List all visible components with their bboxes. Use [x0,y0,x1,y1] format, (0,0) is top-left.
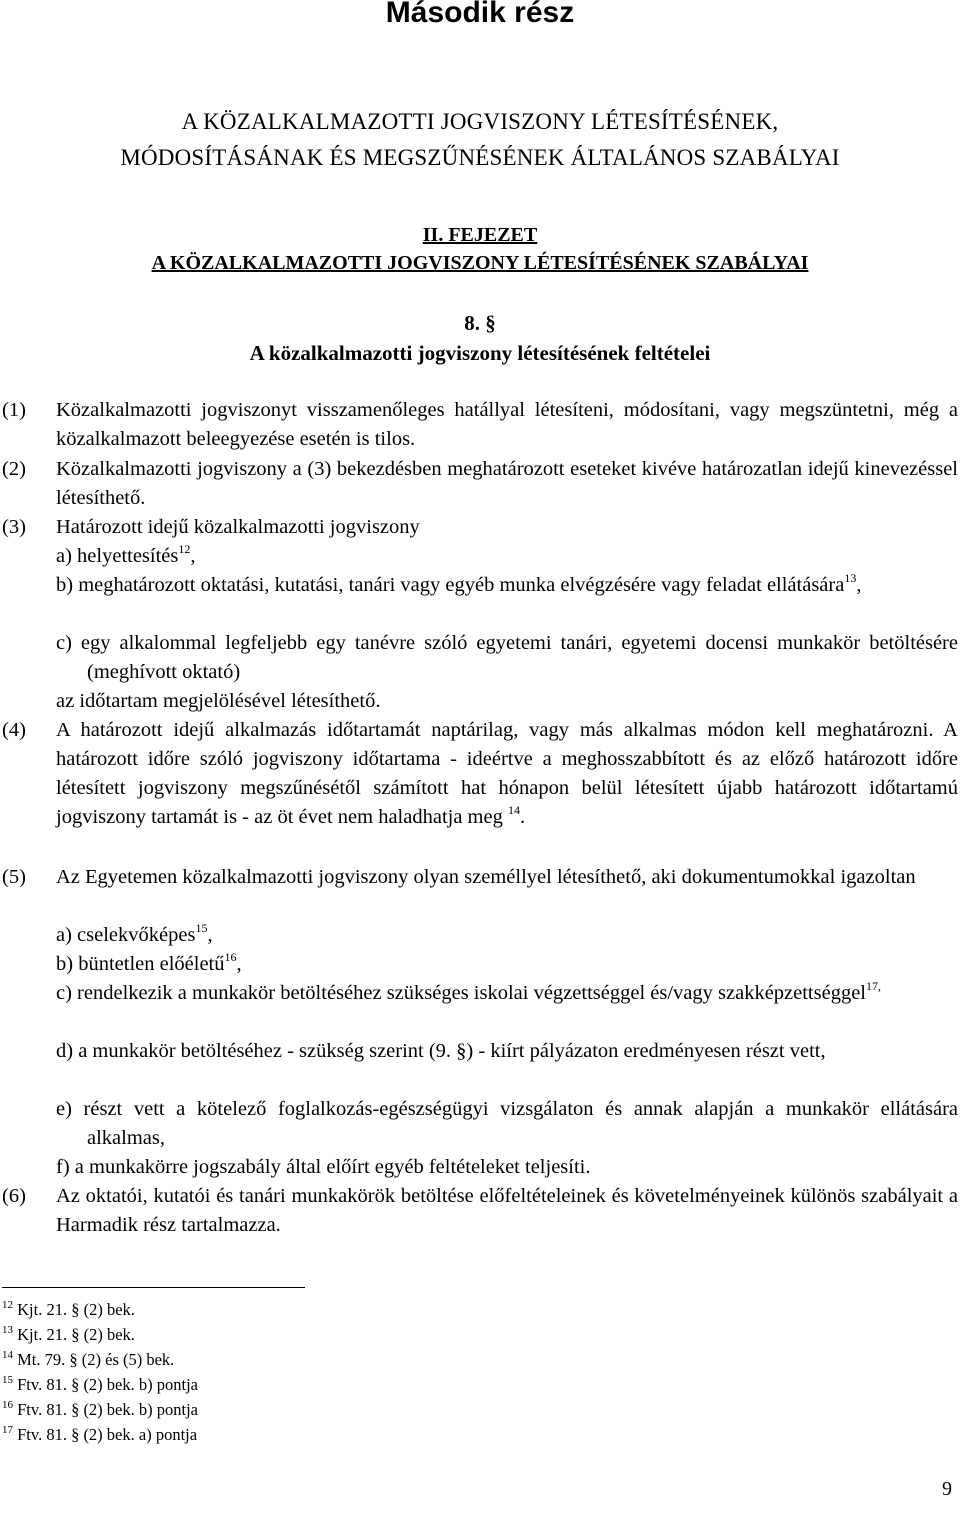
footnote: $^{16}$ Ftv. 81. § (2) bek. b) pontja [2,1399,198,1419]
chapter-number: II. FEJEZET [422,224,538,246]
paragraph-outro: az időtartam megjelölésével létesíthető. [56,690,381,712]
footnote: $^{15}$ Ftv. 81. § (2) bek. b) pontja [2,1374,198,1394]
list-item-d: d) a munkakör betöltéséhez - szükség szerint (9. §) - kiírt pályázaton eredményesen részt vett, [56,1040,826,1062]
footnote: $^{17}$ Ftv. 81. § (2) bek. a) pontja [2,1424,198,1444]
part-subtitle [0,104,960,176]
chapter-title: A KÖZALKALMAZOTTI JOGVISZONY LÉTESÍTÉSÉNEK SZABÁLYAI [151,252,809,274]
footnote: $^{13}$ Kjt. 21. § (2) bek. [2,1324,135,1344]
paragraph-text: Az oktatói, kutatói és tanári munkakörök betöltése előfeltételeinek és követelményeinek különös szabályait a Harmadik rész tartalmazza. [56,1185,958,1236]
footnote: $^{14}$ Mt. 79. § (2) és (5) bek. [2,1349,175,1369]
paragraph-number: (5) [2,866,26,888]
paragraph-number: (6) [2,1185,26,1207]
section-heading [0,308,960,368]
paragraph-number: (4) [2,719,26,741]
paragraph-number: (3) [2,516,26,538]
section-title: A közalkalmazotti jogviszony létesítésének feltételei [249,341,711,365]
part-subtitle-line-1: A KÖZALKALMAZOTTI JOGVISZONY LÉTESÍTÉSÉNEK, [181,109,779,134]
footnote-ref: 15 [195,921,208,935]
list-item-b: b) meghatározott oktatási, kutatási, tanári vagy egyéb munka elvégzésére vagy feladat ellátására$^{13}$, [56,571,862,596]
footnote-ref: 12 [178,542,191,556]
paragraph-text: Közalkalmazotti jogviszony a (3) bekezdésben meghatározott eseteket kivéve határozatlan idejű kinevezéssel létesíthető. [56,458,958,509]
list-item-b: b) büntetlen előéletű$^{16}$, [56,950,242,975]
chapter-heading [0,221,960,277]
list-item-f: f) a munkakörre jogszabály által előírt egyéb feltételeket teljesíti. [56,1156,591,1178]
footnote-ref: 16 [224,950,237,964]
part-title: Második rész [385,0,575,29]
footnote: $^{12}$ Kjt. 21. § (2) bek. [2,1299,135,1319]
paragraph-number: (2) [2,458,26,480]
paragraph-intro: Az Egyetemen közalkalmazotti jogviszony olyan személlyel létesíthető, aki dokumentumokkal igazoltan [56,866,916,888]
footnote-ref: 13 [844,571,857,585]
list-item-e: e) részt vett a kötelező foglalkozás-egészségügyi vizsgálaton és annak alapján a munkakör ellátására alkalmas, [56,1098,958,1149]
part-subtitle-line-2: MÓDOSÍTÁSÁNAK ÉS MEGSZŰNÉSÉNEK ÁLTALÁNOS SZABÁLYAI [120,145,840,170]
paragraph-text: A határozott idejű alkalmazás időtartamát naptárilag, vagy más alkalmas módon kell meghatározni. A határozott időre szóló jogviszony időtartama - ideértve a meghosszabbított és az előző határozott időre létesített jogviszony megszűnésétől számított hat hónapon belül létesített újabb határozott időtartamú jogviszony tartamát is - az öt évet nem haladhatja meg $^{14}$. [56,719,958,828]
list-item-c: c) egy alkalommal legfeljebb egy tanévre szóló egyetemi tanári, egyetemi docensi munkakör betöltésére (meghívott oktató) [56,632,958,683]
page-number: 9 [942,1478,952,1500]
list-item-a: a) helyettesítés$^{12}$, [56,542,196,567]
footnote-ref: 17, [866,979,882,993]
footnote-ref: 14 [507,803,520,817]
section-number: 8. § [464,311,496,335]
list-item-a: a) cselekvőképes$^{15}$, [56,921,213,946]
footnote-divider [2,1287,305,1288]
paragraph-text: Közalkalmazotti jogviszonyt visszamenőleges hatállyal létesíteni, módosítani, vagy megszüntetni, még a közalkalmazott beleegyezése esetén is tilos. [56,399,958,450]
paragraph-intro: Határozott idejű közalkalmazotti jogviszony [56,516,420,538]
list-item-c: c) rendelkezik a munkakör betöltéséhez szükséges iskolai végzettséggel és/vagy szakképzettséggel$^{17,}$ [56,979,882,1004]
paragraph-number: (1) [2,399,26,421]
